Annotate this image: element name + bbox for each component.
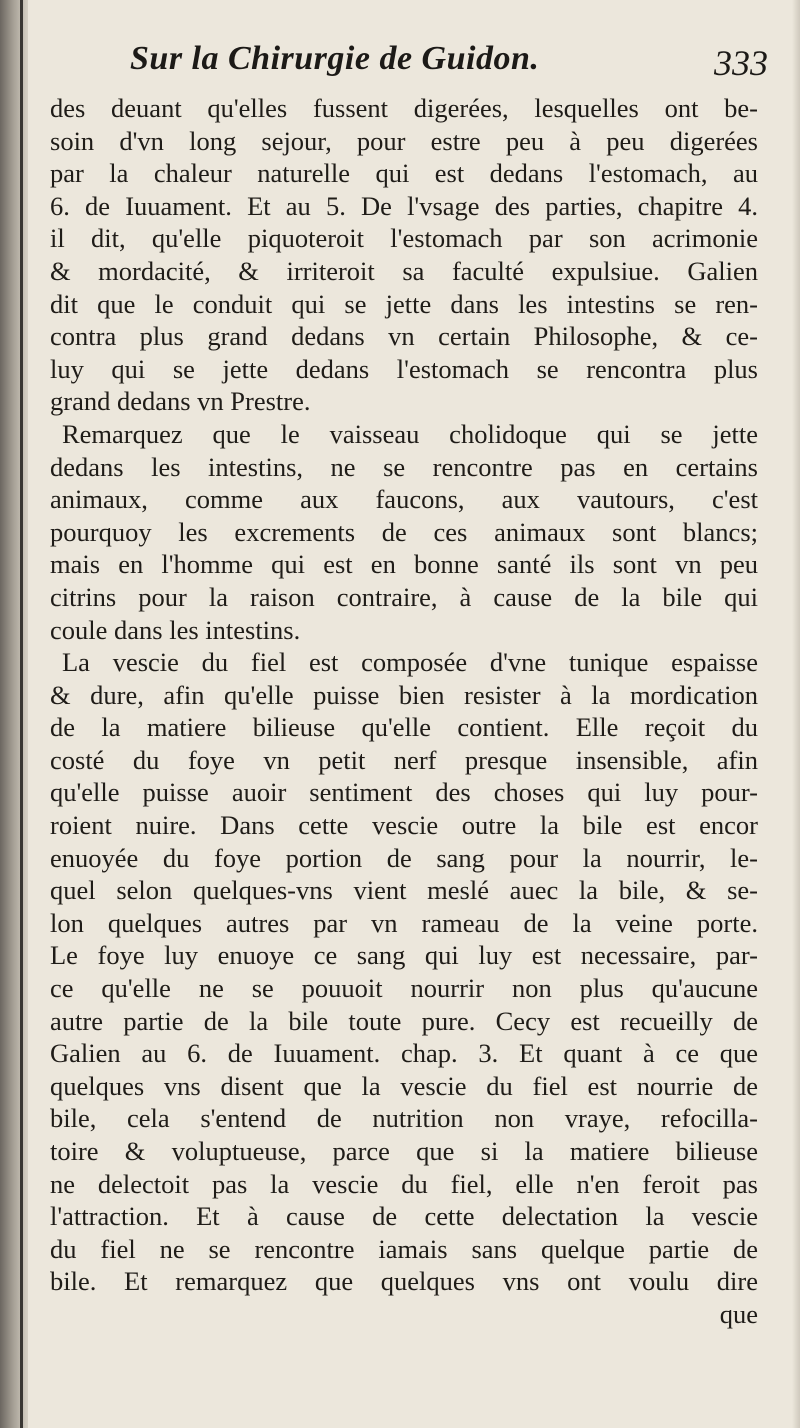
text-line: & dure, afin qu'elle puisse bien resister à la mordication bbox=[50, 679, 758, 710]
text-line: ne delectoit pas la vescie du fiel, elle n'en feroit pas bbox=[50, 1168, 758, 1199]
text-line: autre partie de la bile toute pure. Cecy est recueilly de bbox=[50, 1005, 758, 1036]
text-line: Le foye luy enuoye ce sang qui luy est necessaire, par- bbox=[50, 940, 758, 971]
text-line: coule dans les intestins. bbox=[50, 614, 301, 645]
text-line: animaux, comme aux faucons, aux vautours, c'est bbox=[50, 484, 758, 515]
text-line: enuoyée du foye portion de sang pour la nourrir, le- bbox=[50, 842, 758, 873]
text-line: Remarquez que le vaisseau cholidoque qui se jette bbox=[62, 418, 758, 449]
text-line: qu'elle puisse auoir sentiment des choses qui luy pour- bbox=[50, 777, 758, 808]
text-line: La vescie du fiel est composée d'vne tunique espaisse bbox=[62, 647, 758, 678]
text-line: citrins pour la raison contraire, à cause de la bile qui bbox=[50, 581, 758, 612]
text-line: pourquoy les excrements de ces animaux sont blancs; bbox=[50, 516, 758, 547]
text-line: lon quelques autres par vn rameau de la veine porte. bbox=[50, 907, 758, 938]
text-line: bile. Et remarquez que quelques vns ont voulu dire bbox=[50, 1266, 758, 1297]
page-edge-shadow bbox=[792, 0, 800, 1428]
text-line: quelques vns disent que la vescie du fiel est nourrie de bbox=[50, 1070, 758, 1101]
text-line: grand dedans vn Prestre. bbox=[50, 386, 311, 417]
text-line: des deuant qu'elles fussent digerées, lesquelles ont be- bbox=[50, 93, 758, 123]
text-line: de la matiere bilieuse qu'elle contient. Elle reçoit du bbox=[50, 712, 758, 743]
binding-gutter bbox=[0, 0, 28, 1428]
text-line: roient nuire. Dans cette vescie outre la bile est encor bbox=[50, 810, 758, 841]
catchword: que bbox=[719, 1298, 758, 1329]
text-line: soin d'vn long sejour, pour estre peu à peu digerées bbox=[50, 125, 758, 156]
text-line: dit que le conduit qui se jette dans les intestins se ren- bbox=[50, 288, 758, 319]
text-line: luy qui se jette dedans l'estomach se rencontra plus bbox=[50, 353, 758, 384]
text-line: mais en l'homme qui est en bonne santé ils sont vn peu bbox=[50, 549, 758, 580]
text-line: ce qu'elle ne se pouuoit nourrir non plus qu'aucune bbox=[50, 973, 758, 1004]
text-line: & mordacité, & irriteroit sa faculté expulsiue. Galien bbox=[50, 255, 758, 286]
page-header bbox=[130, 40, 770, 90]
body-text bbox=[50, 92, 758, 1331]
running-title: Sur la Chirurgie de Guidon. bbox=[130, 40, 540, 77]
text-line: costé du foye vn petit nerf presque insensible, afin bbox=[50, 744, 758, 775]
page-number: 333 bbox=[714, 43, 768, 83]
text-line: l'attraction. Et à cause de cette delectation la vescie bbox=[50, 1201, 758, 1232]
text-line: toire & voluptueuse, parce que si la matiere bilieuse bbox=[50, 1136, 758, 1166]
text-line: quel selon quelques-vns vient meslé auec la bile, & se- bbox=[50, 875, 758, 906]
text-line: il dit, qu'elle piquoteroit l'estomach par son acrimonie bbox=[50, 223, 758, 254]
text-line: dedans les intestins, ne se rencontre pas en certains bbox=[50, 451, 758, 482]
text-line: contra plus grand dedans vn certain Philosophe, & ce- bbox=[50, 321, 758, 352]
text-line: Galien au 6. de Iuuament. chap. 3. Et quant à ce que bbox=[50, 1038, 758, 1069]
text-line: du fiel ne se rencontre iamais sans quelque partie de bbox=[50, 1233, 758, 1264]
text-line: bile, cela s'entend de nutrition non vraye, refocilla- bbox=[50, 1103, 758, 1134]
text-line: par la chaleur naturelle qui est dedans l'estomach, au bbox=[50, 158, 758, 189]
text-line: 6. de Iuuament. Et au 5. De l'vsage des parties, chapitre 4. bbox=[50, 190, 758, 221]
binding-edge-line bbox=[20, 0, 23, 1428]
